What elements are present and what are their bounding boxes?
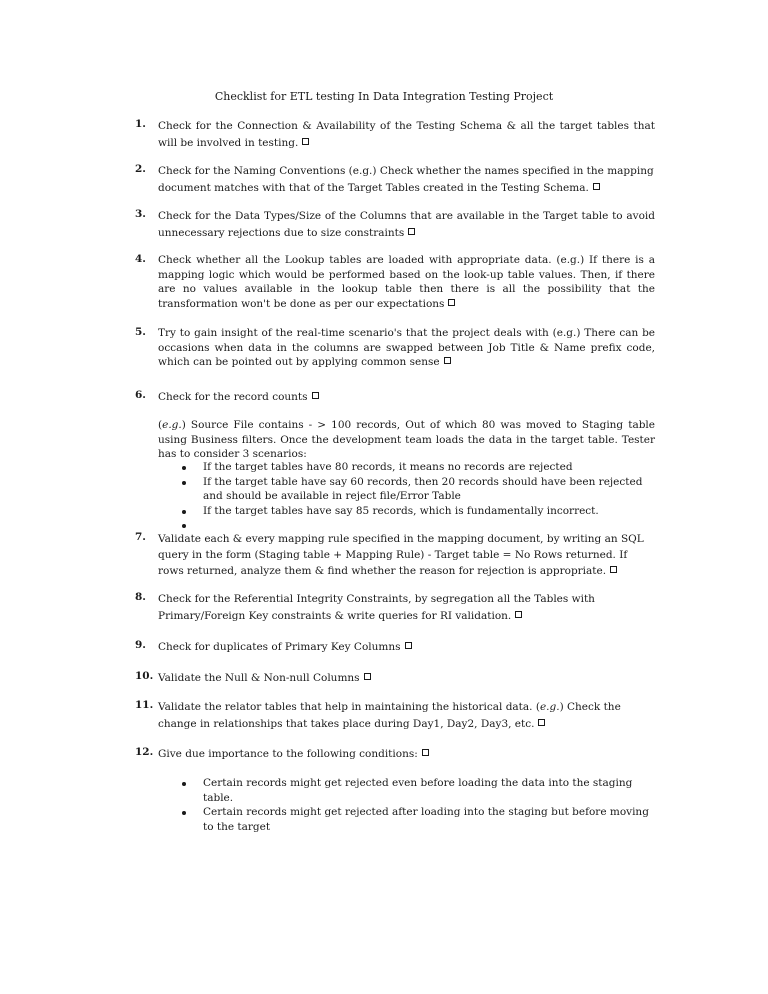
item-number: 3. bbox=[135, 208, 146, 220]
conditions-list bbox=[180, 776, 650, 834]
item-text: Check for the Connection & Availability of the Testing Schema & all the target tables that will be involved in testing. bbox=[158, 120, 655, 149]
checkbox-icon bbox=[538, 719, 545, 726]
bullet-text: If the target table have say 60 records, then 20 records should have been rejected and should be available in reject file/Error Table bbox=[203, 475, 643, 502]
eg-abbrev: e.g. bbox=[539, 701, 560, 713]
checklist-item-10 bbox=[135, 670, 655, 687]
checkbox-icon bbox=[448, 299, 455, 306]
record-counts-paragraph bbox=[158, 418, 655, 462]
item-number: 7. bbox=[135, 531, 146, 543]
item-text: Check for the record counts bbox=[158, 391, 308, 403]
checkbox-icon bbox=[312, 392, 319, 399]
checklist-item-4 bbox=[135, 253, 655, 311]
item-number: 10. bbox=[135, 670, 154, 682]
item-text: Validate the Null & Non-null Columns bbox=[158, 672, 360, 684]
item-number: 1. bbox=[135, 118, 146, 130]
checklist-item-5 bbox=[135, 326, 655, 370]
item-text: Check for the Naming Conventions (e.g.) Check whether the names specified in the mapping document matches with that of the Target Tables created in the Testing Schema. bbox=[158, 165, 654, 194]
checklist-item-7 bbox=[135, 531, 655, 579]
item-number: 11. bbox=[135, 699, 154, 711]
checklist-item-11 bbox=[135, 699, 655, 733]
checkbox-icon bbox=[405, 642, 412, 649]
item-number: 2. bbox=[135, 163, 146, 175]
paren-open: ( bbox=[158, 419, 163, 431]
checklist-item-1 bbox=[135, 118, 655, 152]
item-number: 12. bbox=[135, 746, 154, 758]
item-text: Check whether all the Lookup tables are loaded with appropriate data. (e.g.) If there is a mapping logic which would be performed based on the look-up table values. Then, if there are no values available in the lookup table then there is all the possibility that the transformation won't be done as per our expectations bbox=[158, 254, 655, 310]
item-text: Validate each & every mapping rule specified in the mapping document, by writing an SQL query in the form (Staging table + Mapping Rule) - Target table = No Rows returned. If rows returned, analyze them & find whether the reason for rejection is appropriate. bbox=[158, 533, 644, 577]
list-item bbox=[180, 475, 650, 504]
item-text: Check for the Data Types/Size of the Columns that are available in the Target table to avoid unnecessary rejections due to size constraints bbox=[158, 210, 655, 239]
checkbox-icon bbox=[444, 357, 451, 364]
checklist-item-8 bbox=[135, 591, 655, 625]
checklist-item-6 bbox=[135, 389, 655, 406]
bullet-icon bbox=[182, 524, 186, 528]
checklist-item-2 bbox=[135, 163, 655, 197]
item-text: Try to gain insight of the real-time scenario's that the project deals with (e.g.) There can be occasions when data in the columns are swapped between Job Title & Name prefix code, which can be pointed out by applying common sense bbox=[158, 327, 655, 368]
eg-abbrev: e.g. bbox=[162, 419, 182, 431]
list-item bbox=[180, 504, 650, 519]
bullet-icon bbox=[182, 811, 186, 815]
list-item bbox=[180, 805, 650, 834]
bullet-icon bbox=[182, 481, 186, 485]
bullet-icon bbox=[182, 466, 186, 470]
checkbox-icon bbox=[408, 228, 415, 235]
item-text: Validate the relator tables that help in maintaining the historical data. ( bbox=[158, 701, 540, 713]
bullet-text: Certain records might get rejected even before loading the data into the staging table. bbox=[203, 777, 633, 804]
bullet-text: If the target tables have 80 records, it means no records are rejected bbox=[203, 461, 573, 473]
paragraph-text: ) Source File contains - > 100 records, Out of which 80 was moved to Staging table using Business filters. Once the development team loads the data in the target table. Tester has to consider 3 scenarios: bbox=[158, 419, 655, 460]
item-number: 6. bbox=[135, 389, 146, 401]
checklist-item-12 bbox=[135, 746, 655, 763]
list-item bbox=[180, 460, 650, 475]
checkbox-icon bbox=[422, 749, 429, 756]
record-scenarios-list bbox=[180, 460, 650, 531]
item-text: Check for the Referential Integrity Constraints, by segregation all the Tables with Primary/Foreign Key constraints & write queries for RI validation. bbox=[158, 593, 595, 622]
item-number: 5. bbox=[135, 326, 146, 338]
checkbox-icon bbox=[593, 183, 600, 190]
item-text-continued: ) Check the change in relationships that takes place during Day1, Day2, Day3, etc. bbox=[158, 701, 621, 730]
checkbox-icon bbox=[515, 611, 522, 618]
bullet-icon bbox=[182, 510, 186, 514]
bullet-text: Certain records might get rejected after loading into the staging but before moving to the target bbox=[203, 806, 649, 833]
bullet-icon bbox=[182, 782, 186, 786]
checkbox-icon bbox=[364, 673, 371, 680]
item-number: 9. bbox=[135, 639, 146, 651]
list-item bbox=[180, 776, 650, 805]
item-number: 4. bbox=[135, 253, 146, 265]
checkbox-icon bbox=[302, 138, 309, 145]
checklist-item-3 bbox=[135, 208, 655, 242]
item-text: Give due importance to the following conditions: bbox=[158, 748, 418, 760]
bullet-text: If the target tables have say 85 records, which is fundamentally incorrect. bbox=[203, 504, 599, 517]
checklist-item-9 bbox=[135, 639, 655, 656]
item-text: Check for duplicates of Primary Key Columns bbox=[158, 641, 401, 653]
item-number: 8. bbox=[135, 591, 146, 603]
checkbox-icon bbox=[610, 566, 617, 573]
list-item bbox=[180, 518, 650, 531]
document-title: Checklist for ETL testing In Data Integration Testing Project bbox=[214, 90, 554, 103]
